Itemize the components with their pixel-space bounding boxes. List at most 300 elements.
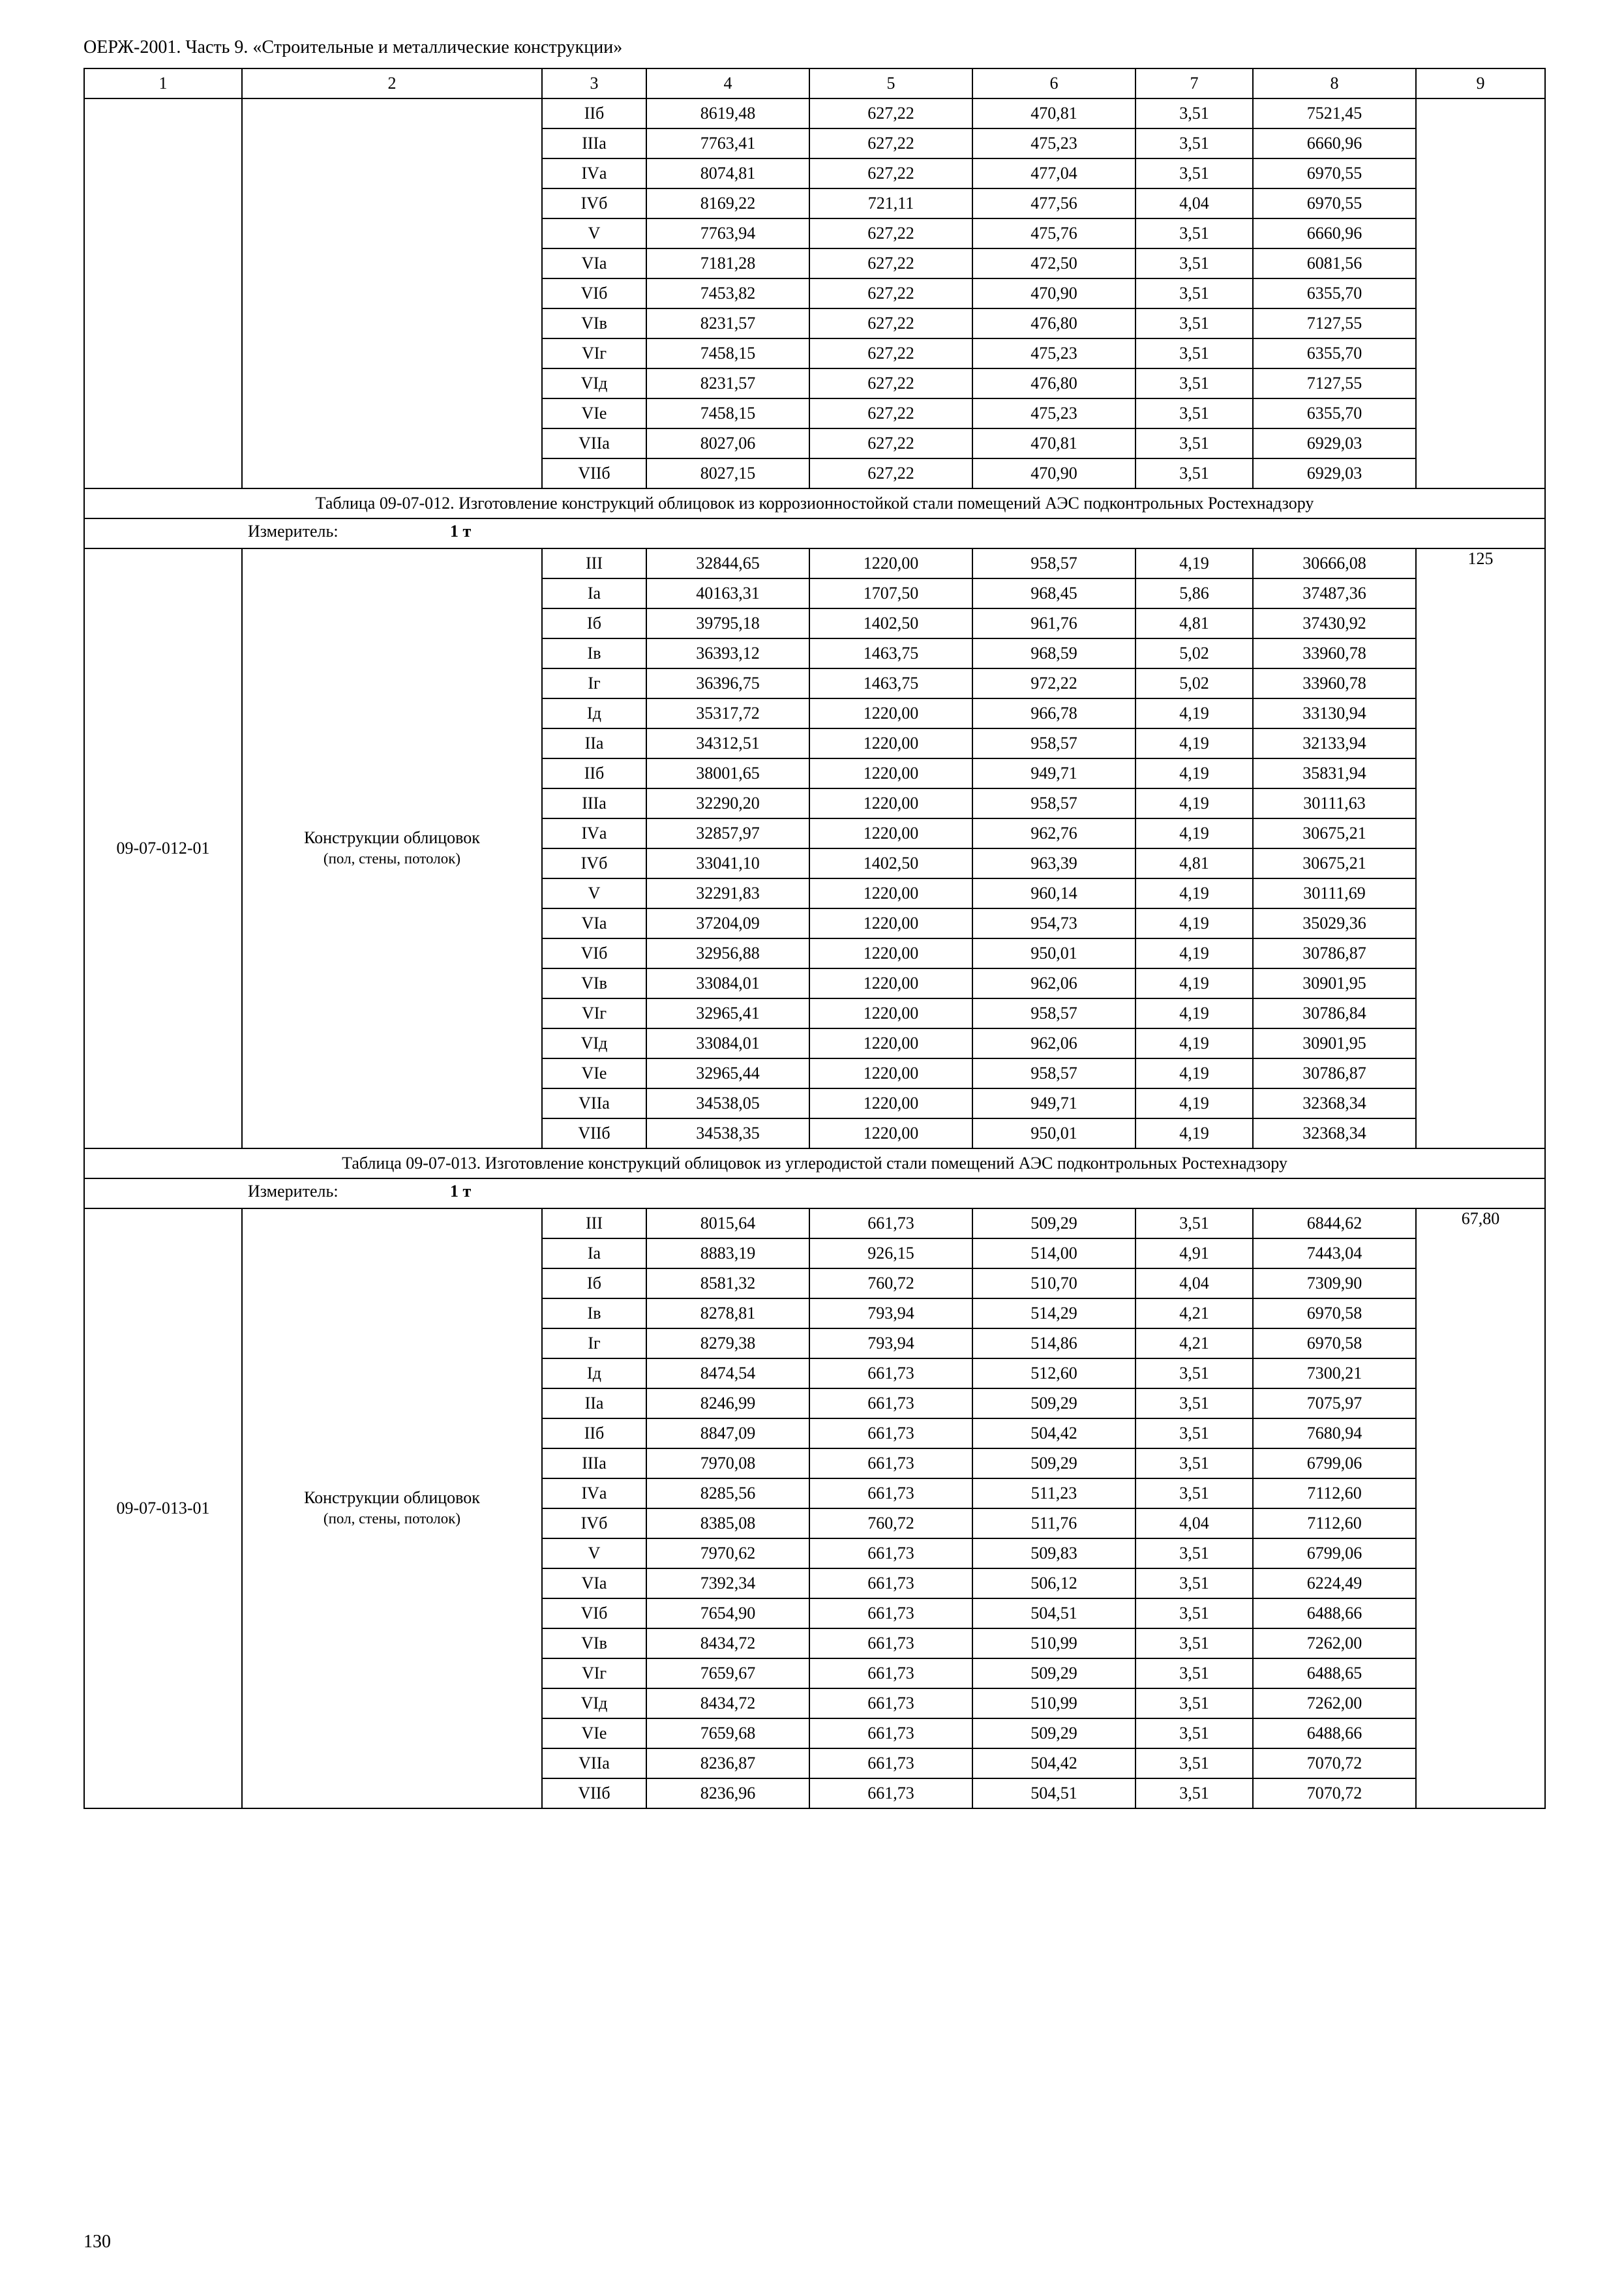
value-cell: 7443,04 [1253, 1238, 1416, 1268]
value-cell: 6660,96 [1253, 128, 1416, 158]
value-cell: 1707,50 [809, 578, 972, 608]
value-cell: 949,71 [972, 758, 1135, 788]
value-cell: 33084,01 [646, 968, 809, 998]
zone-cell: VIIб [542, 458, 646, 488]
value-cell: 4,19 [1135, 758, 1253, 788]
value-cell: 7458,15 [646, 398, 809, 428]
value-cell: 958,57 [972, 548, 1135, 578]
value-cell: 949,71 [972, 1088, 1135, 1118]
column-number: 4 [646, 68, 809, 98]
value-cell: 661,73 [809, 1598, 972, 1628]
value-cell: 4,19 [1135, 1088, 1253, 1118]
value-cell: 627,22 [809, 308, 972, 338]
measure-value: 1 т [450, 522, 472, 541]
value-cell: 8385,08 [646, 1508, 809, 1538]
value-cell: 33130,94 [1253, 698, 1416, 728]
value-cell: 504,51 [972, 1598, 1135, 1628]
value-cell: 475,23 [972, 338, 1135, 368]
value-cell: 35831,94 [1253, 758, 1416, 788]
value-cell: 30111,63 [1253, 788, 1416, 818]
value-cell: 6660,96 [1253, 218, 1416, 248]
value-cell: 966,78 [972, 698, 1135, 728]
value-cell: 37204,09 [646, 908, 809, 938]
value-cell: 3,51 [1135, 458, 1253, 488]
value-cell: 5,02 [1135, 668, 1253, 698]
value-cell: 1220,00 [809, 938, 972, 968]
zone-cell: VIг [542, 998, 646, 1028]
value-cell: 514,29 [972, 1298, 1135, 1328]
zone-cell: IIа [542, 1388, 646, 1418]
value-cell: 509,29 [972, 1718, 1135, 1748]
value-cell: 4,21 [1135, 1298, 1253, 1328]
value-cell: 6844,62 [1253, 1208, 1416, 1238]
zone-cell: VIе [542, 398, 646, 428]
zone-cell: VIIа [542, 428, 646, 458]
value-cell: 6488,66 [1253, 1718, 1416, 1748]
zone-cell: IVа [542, 158, 646, 188]
value-cell: 38001,65 [646, 758, 809, 788]
value-cell: 661,73 [809, 1448, 972, 1478]
value-cell: 8434,72 [646, 1628, 809, 1658]
value-cell: 3,51 [1135, 1418, 1253, 1448]
value-cell: 30786,84 [1253, 998, 1416, 1028]
value-cell: 476,80 [972, 368, 1135, 398]
value-cell: 476,80 [972, 308, 1135, 338]
value-cell: 926,15 [809, 1238, 972, 1268]
value-cell: 4,19 [1135, 728, 1253, 758]
zone-cell: IVб [542, 188, 646, 218]
value-cell: 5,02 [1135, 638, 1253, 668]
value-cell: 6929,03 [1253, 458, 1416, 488]
table-row [84, 98, 1545, 128]
value-cell: 34538,05 [646, 1088, 809, 1118]
value-cell: 760,72 [809, 1268, 972, 1298]
table-title: Таблица 09-07-012. Изготовление конструкций облицовок из коррозионностойкой стали помещений АЭС подконтрольных Ростехнадзору [84, 488, 1545, 518]
value-cell: 972,22 [972, 668, 1135, 698]
value-cell: 1220,00 [809, 1118, 972, 1148]
value-cell: 661,73 [809, 1388, 972, 1418]
value-cell: 3,51 [1135, 278, 1253, 308]
value-cell: 6970,58 [1253, 1328, 1416, 1358]
value-cell: 8847,09 [646, 1418, 809, 1448]
value-cell: 7070,72 [1253, 1748, 1416, 1778]
zone-cell: VIб [542, 278, 646, 308]
value-cell: 793,94 [809, 1328, 972, 1358]
value-cell: 627,22 [809, 458, 972, 488]
value-cell: 7127,55 [1253, 308, 1416, 338]
value-cell: 3,51 [1135, 128, 1253, 158]
zone-cell: VIIб [542, 1778, 646, 1808]
value-cell: 3,51 [1135, 368, 1253, 398]
value-cell: 7127,55 [1253, 368, 1416, 398]
value-cell: 6970,55 [1253, 158, 1416, 188]
code-cell-empty [84, 98, 242, 488]
value-cell: 32844,65 [646, 548, 809, 578]
value-cell: 7521,45 [1253, 98, 1416, 128]
value-cell: 3,51 [1135, 158, 1253, 188]
value-cell: 7262,00 [1253, 1628, 1416, 1658]
value-cell: 32368,34 [1253, 1088, 1416, 1118]
value-cell: 962,06 [972, 1028, 1135, 1058]
zone-cell: VIIа [542, 1748, 646, 1778]
value-cell: 1220,00 [809, 998, 972, 1028]
value-cell: 510,99 [972, 1628, 1135, 1658]
value-cell: 4,04 [1135, 188, 1253, 218]
value-cell: 8246,99 [646, 1388, 809, 1418]
value-cell: 3,51 [1135, 1628, 1253, 1658]
value-cell: 1402,50 [809, 848, 972, 878]
zone-cell: Iб [542, 608, 646, 638]
value-cell: 470,81 [972, 428, 1135, 458]
value-cell: 32857,97 [646, 818, 809, 848]
value-cell: 6224,49 [1253, 1568, 1416, 1598]
zone-cell: VIб [542, 938, 646, 968]
norm-code: 09-07-013-01 [84, 1208, 242, 1808]
value-cell: 3,51 [1135, 338, 1253, 368]
value-cell: 504,42 [972, 1418, 1135, 1448]
value-cell: 36393,12 [646, 638, 809, 668]
value-cell: 3,51 [1135, 1748, 1253, 1778]
zone-cell: Iг [542, 1328, 646, 1358]
value-cell: 5,86 [1135, 578, 1253, 608]
value-cell: 3,51 [1135, 1778, 1253, 1808]
value-cell: 470,90 [972, 278, 1135, 308]
col9-cell-empty [1416, 98, 1545, 488]
zone-cell: V [542, 1538, 646, 1568]
value-cell: 8236,96 [646, 1778, 809, 1808]
measure-label: Измеритель: [248, 522, 338, 541]
column-number: 7 [1135, 68, 1253, 98]
value-cell: 475,76 [972, 218, 1135, 248]
value-cell: 4,19 [1135, 968, 1253, 998]
value-cell: 8474,54 [646, 1358, 809, 1388]
value-cell: 1463,75 [809, 668, 972, 698]
value-cell: 3,51 [1135, 98, 1253, 128]
value-cell: 8027,15 [646, 458, 809, 488]
column-number: 2 [242, 68, 542, 98]
value-cell: 37430,92 [1253, 608, 1416, 638]
value-cell: 627,22 [809, 398, 972, 428]
value-cell: 8169,22 [646, 188, 809, 218]
value-cell: 7659,67 [646, 1658, 809, 1688]
value-cell: 7763,94 [646, 218, 809, 248]
zone-cell: III [542, 548, 646, 578]
value-cell: 3,51 [1135, 308, 1253, 338]
value-cell: 3,51 [1135, 1598, 1253, 1628]
value-cell: 6970,58 [1253, 1298, 1416, 1328]
value-cell: 8883,19 [646, 1238, 809, 1268]
value-cell: 8581,32 [646, 1268, 809, 1298]
zone-cell: IIIа [542, 1448, 646, 1478]
zone-cell: Iв [542, 1298, 646, 1328]
weight-cell: 67,80 [1416, 1208, 1545, 1808]
value-cell: 509,29 [972, 1388, 1135, 1418]
value-cell: 1220,00 [809, 1028, 972, 1058]
work-name-sub: (пол, стены, потолок) [323, 1510, 461, 1527]
value-cell: 37487,36 [1253, 578, 1416, 608]
zone-cell: VIа [542, 248, 646, 278]
value-cell: 958,57 [972, 728, 1135, 758]
zone-cell: VIд [542, 1688, 646, 1718]
zone-cell: IVб [542, 1508, 646, 1538]
table-row [84, 548, 1545, 578]
value-cell: 4,19 [1135, 1058, 1253, 1088]
work-name [242, 548, 542, 1148]
value-cell: 4,19 [1135, 548, 1253, 578]
value-cell: 6355,70 [1253, 278, 1416, 308]
column-number: 5 [809, 68, 972, 98]
value-cell: 1220,00 [809, 878, 972, 908]
value-cell: 7112,60 [1253, 1508, 1416, 1538]
value-cell: 1220,00 [809, 728, 972, 758]
value-cell: 511,76 [972, 1508, 1135, 1538]
value-cell: 4,19 [1135, 908, 1253, 938]
column-number: 6 [972, 68, 1135, 98]
value-cell: 32291,83 [646, 878, 809, 908]
work-name-sub: (пол, стены, потолок) [323, 850, 461, 867]
page-number: 130 [83, 2232, 111, 2252]
zone-cell: Iа [542, 1238, 646, 1268]
value-cell: 627,22 [809, 428, 972, 458]
norm-code: 09-07-012-01 [84, 548, 242, 1148]
value-cell: 1220,00 [809, 908, 972, 938]
zone-cell: IVа [542, 1478, 646, 1508]
table-title: Таблица 09-07-013. Изготовление конструкций облицовок из углеродистой стали помещений АЭС подконтрольных Ростехнадзору [84, 1148, 1545, 1178]
value-cell: 627,22 [809, 368, 972, 398]
value-cell: 4,04 [1135, 1508, 1253, 1538]
value-cell: 6355,70 [1253, 398, 1416, 428]
value-cell: 509,29 [972, 1658, 1135, 1688]
value-cell: 32290,20 [646, 788, 809, 818]
value-cell: 3,51 [1135, 428, 1253, 458]
value-cell: 509,29 [972, 1448, 1135, 1478]
value-cell: 7763,41 [646, 128, 809, 158]
value-cell: 30666,08 [1253, 548, 1416, 578]
value-cell: 661,73 [809, 1478, 972, 1508]
measure-row [84, 1178, 1545, 1208]
value-cell: 8015,64 [646, 1208, 809, 1238]
zone-cell: VIIа [542, 1088, 646, 1118]
value-cell: 510,99 [972, 1688, 1135, 1718]
value-cell: 3,51 [1135, 1568, 1253, 1598]
value-cell: 32133,94 [1253, 728, 1416, 758]
value-cell: 3,51 [1135, 1358, 1253, 1388]
zone-cell: VIд [542, 1028, 646, 1058]
value-cell: 7680,94 [1253, 1418, 1416, 1448]
zone-cell: IIIа [542, 788, 646, 818]
value-cell: 1220,00 [809, 968, 972, 998]
measure-cell [84, 518, 1545, 548]
value-cell: 4,91 [1135, 1238, 1253, 1268]
value-cell: 40163,31 [646, 578, 809, 608]
value-cell: 793,94 [809, 1298, 972, 1328]
value-cell: 3,51 [1135, 1538, 1253, 1568]
value-cell: 661,73 [809, 1688, 972, 1718]
measure-row [84, 518, 1545, 548]
value-cell: 6799,06 [1253, 1538, 1416, 1568]
value-cell: 7070,72 [1253, 1778, 1416, 1808]
zone-cell: VIа [542, 1568, 646, 1598]
value-cell: 39795,18 [646, 608, 809, 638]
value-cell: 33041,10 [646, 848, 809, 878]
value-cell: 504,42 [972, 1748, 1135, 1778]
zone-cell: IIб [542, 98, 646, 128]
zone-cell: III [542, 1208, 646, 1238]
zone-cell: VIв [542, 308, 646, 338]
work-name [242, 1208, 542, 1808]
value-cell: 1220,00 [809, 758, 972, 788]
value-cell: 475,23 [972, 398, 1135, 428]
name-cell-empty [242, 98, 542, 488]
zone-cell: VIа [542, 908, 646, 938]
value-cell: 1220,00 [809, 1088, 972, 1118]
value-cell: 963,39 [972, 848, 1135, 878]
value-cell: 8074,81 [646, 158, 809, 188]
value-cell: 514,86 [972, 1328, 1135, 1358]
value-cell: 962,76 [972, 818, 1135, 848]
value-cell: 958,57 [972, 998, 1135, 1028]
value-cell: 627,22 [809, 218, 972, 248]
value-cell: 4,19 [1135, 1118, 1253, 1148]
value-cell: 8619,48 [646, 98, 809, 128]
value-cell: 627,22 [809, 128, 972, 158]
table-row [84, 1208, 1545, 1238]
value-cell: 470,90 [972, 458, 1135, 488]
value-cell: 950,01 [972, 938, 1135, 968]
value-cell: 509,29 [972, 1208, 1135, 1238]
zone-cell: V [542, 218, 646, 248]
value-cell: 7392,34 [646, 1568, 809, 1598]
value-cell: 6799,06 [1253, 1448, 1416, 1478]
work-name-main: Конструкции облицовок [304, 1488, 480, 1507]
zone-cell: IIа [542, 728, 646, 758]
value-cell: 6488,65 [1253, 1658, 1416, 1688]
value-cell: 954,73 [972, 908, 1135, 938]
value-cell: 6970,55 [1253, 188, 1416, 218]
value-cell: 7262,00 [1253, 1688, 1416, 1718]
zone-cell: Iа [542, 578, 646, 608]
value-cell: 32965,44 [646, 1058, 809, 1088]
value-cell: 32368,34 [1253, 1118, 1416, 1148]
table-body [84, 68, 1545, 1808]
value-cell: 661,73 [809, 1718, 972, 1748]
value-cell: 958,57 [972, 788, 1135, 818]
value-cell: 6488,66 [1253, 1598, 1416, 1628]
value-cell: 760,72 [809, 1508, 972, 1538]
column-number: 3 [542, 68, 646, 98]
value-cell: 7112,60 [1253, 1478, 1416, 1508]
zone-cell: IIб [542, 758, 646, 788]
value-cell: 30675,21 [1253, 818, 1416, 848]
value-cell: 7300,21 [1253, 1358, 1416, 1388]
value-cell: 3,51 [1135, 1208, 1253, 1238]
value-cell: 33084,01 [646, 1028, 809, 1058]
pricing-table [83, 68, 1546, 1809]
value-cell: 1402,50 [809, 608, 972, 638]
value-cell: 961,76 [972, 608, 1135, 638]
value-cell: 661,73 [809, 1748, 972, 1778]
value-cell: 1220,00 [809, 698, 972, 728]
value-cell: 962,06 [972, 968, 1135, 998]
column-number-row [84, 68, 1545, 98]
value-cell: 4,19 [1135, 998, 1253, 1028]
value-cell: 958,57 [972, 1058, 1135, 1088]
zone-cell: VIд [542, 368, 646, 398]
value-cell: 3,51 [1135, 1688, 1253, 1718]
value-cell: 4,19 [1135, 698, 1253, 728]
zone-cell: V [542, 878, 646, 908]
value-cell: 4,04 [1135, 1268, 1253, 1298]
value-cell: 35317,72 [646, 698, 809, 728]
value-cell: 34312,51 [646, 728, 809, 758]
value-cell: 1220,00 [809, 788, 972, 818]
value-cell: 3,51 [1135, 1718, 1253, 1748]
value-cell: 30901,95 [1253, 968, 1416, 998]
value-cell: 627,22 [809, 158, 972, 188]
value-cell: 661,73 [809, 1658, 972, 1688]
value-cell: 30675,21 [1253, 848, 1416, 878]
value-cell: 4,19 [1135, 788, 1253, 818]
value-cell: 8231,57 [646, 308, 809, 338]
value-cell: 6355,70 [1253, 338, 1416, 368]
value-cell: 7075,97 [1253, 1388, 1416, 1418]
value-cell: 3,51 [1135, 1478, 1253, 1508]
zone-cell: VIе [542, 1718, 646, 1748]
value-cell: 3,51 [1135, 398, 1253, 428]
value-cell: 32965,41 [646, 998, 809, 1028]
value-cell: 4,81 [1135, 848, 1253, 878]
value-cell: 470,81 [972, 98, 1135, 128]
value-cell: 8231,57 [646, 368, 809, 398]
value-cell: 506,12 [972, 1568, 1135, 1598]
value-cell: 36396,75 [646, 668, 809, 698]
zone-cell: VIб [542, 1598, 646, 1628]
zone-cell: Iв [542, 638, 646, 668]
value-cell: 3,51 [1135, 1658, 1253, 1688]
value-cell: 477,04 [972, 158, 1135, 188]
value-cell: 514,00 [972, 1238, 1135, 1268]
value-cell: 1463,75 [809, 638, 972, 668]
zone-cell: VIв [542, 1628, 646, 1658]
zone-cell: IIб [542, 1418, 646, 1448]
value-cell: 3,51 [1135, 248, 1253, 278]
value-cell: 7659,68 [646, 1718, 809, 1748]
value-cell: 30786,87 [1253, 1058, 1416, 1088]
value-cell: 8434,72 [646, 1688, 809, 1718]
column-number: 8 [1253, 68, 1416, 98]
column-number: 1 [84, 68, 242, 98]
value-cell: 504,51 [972, 1778, 1135, 1808]
value-cell: 511,23 [972, 1478, 1135, 1508]
zone-cell: Iд [542, 1358, 646, 1388]
value-cell: 475,23 [972, 128, 1135, 158]
value-cell: 661,73 [809, 1628, 972, 1658]
zone-cell: VIг [542, 1658, 646, 1688]
value-cell: 8285,56 [646, 1478, 809, 1508]
value-cell: 960,14 [972, 878, 1135, 908]
work-name-main: Конструкции облицовок [304, 828, 480, 847]
zone-cell: VIв [542, 968, 646, 998]
value-cell: 32956,88 [646, 938, 809, 968]
value-cell: 510,70 [972, 1268, 1135, 1298]
value-cell: 968,45 [972, 578, 1135, 608]
zone-cell: VIIб [542, 1118, 646, 1148]
zone-cell: Iд [542, 698, 646, 728]
value-cell: 33960,78 [1253, 638, 1416, 668]
weight-cell: 125 [1416, 548, 1545, 1148]
value-cell: 950,01 [972, 1118, 1135, 1148]
value-cell: 3,51 [1135, 218, 1253, 248]
